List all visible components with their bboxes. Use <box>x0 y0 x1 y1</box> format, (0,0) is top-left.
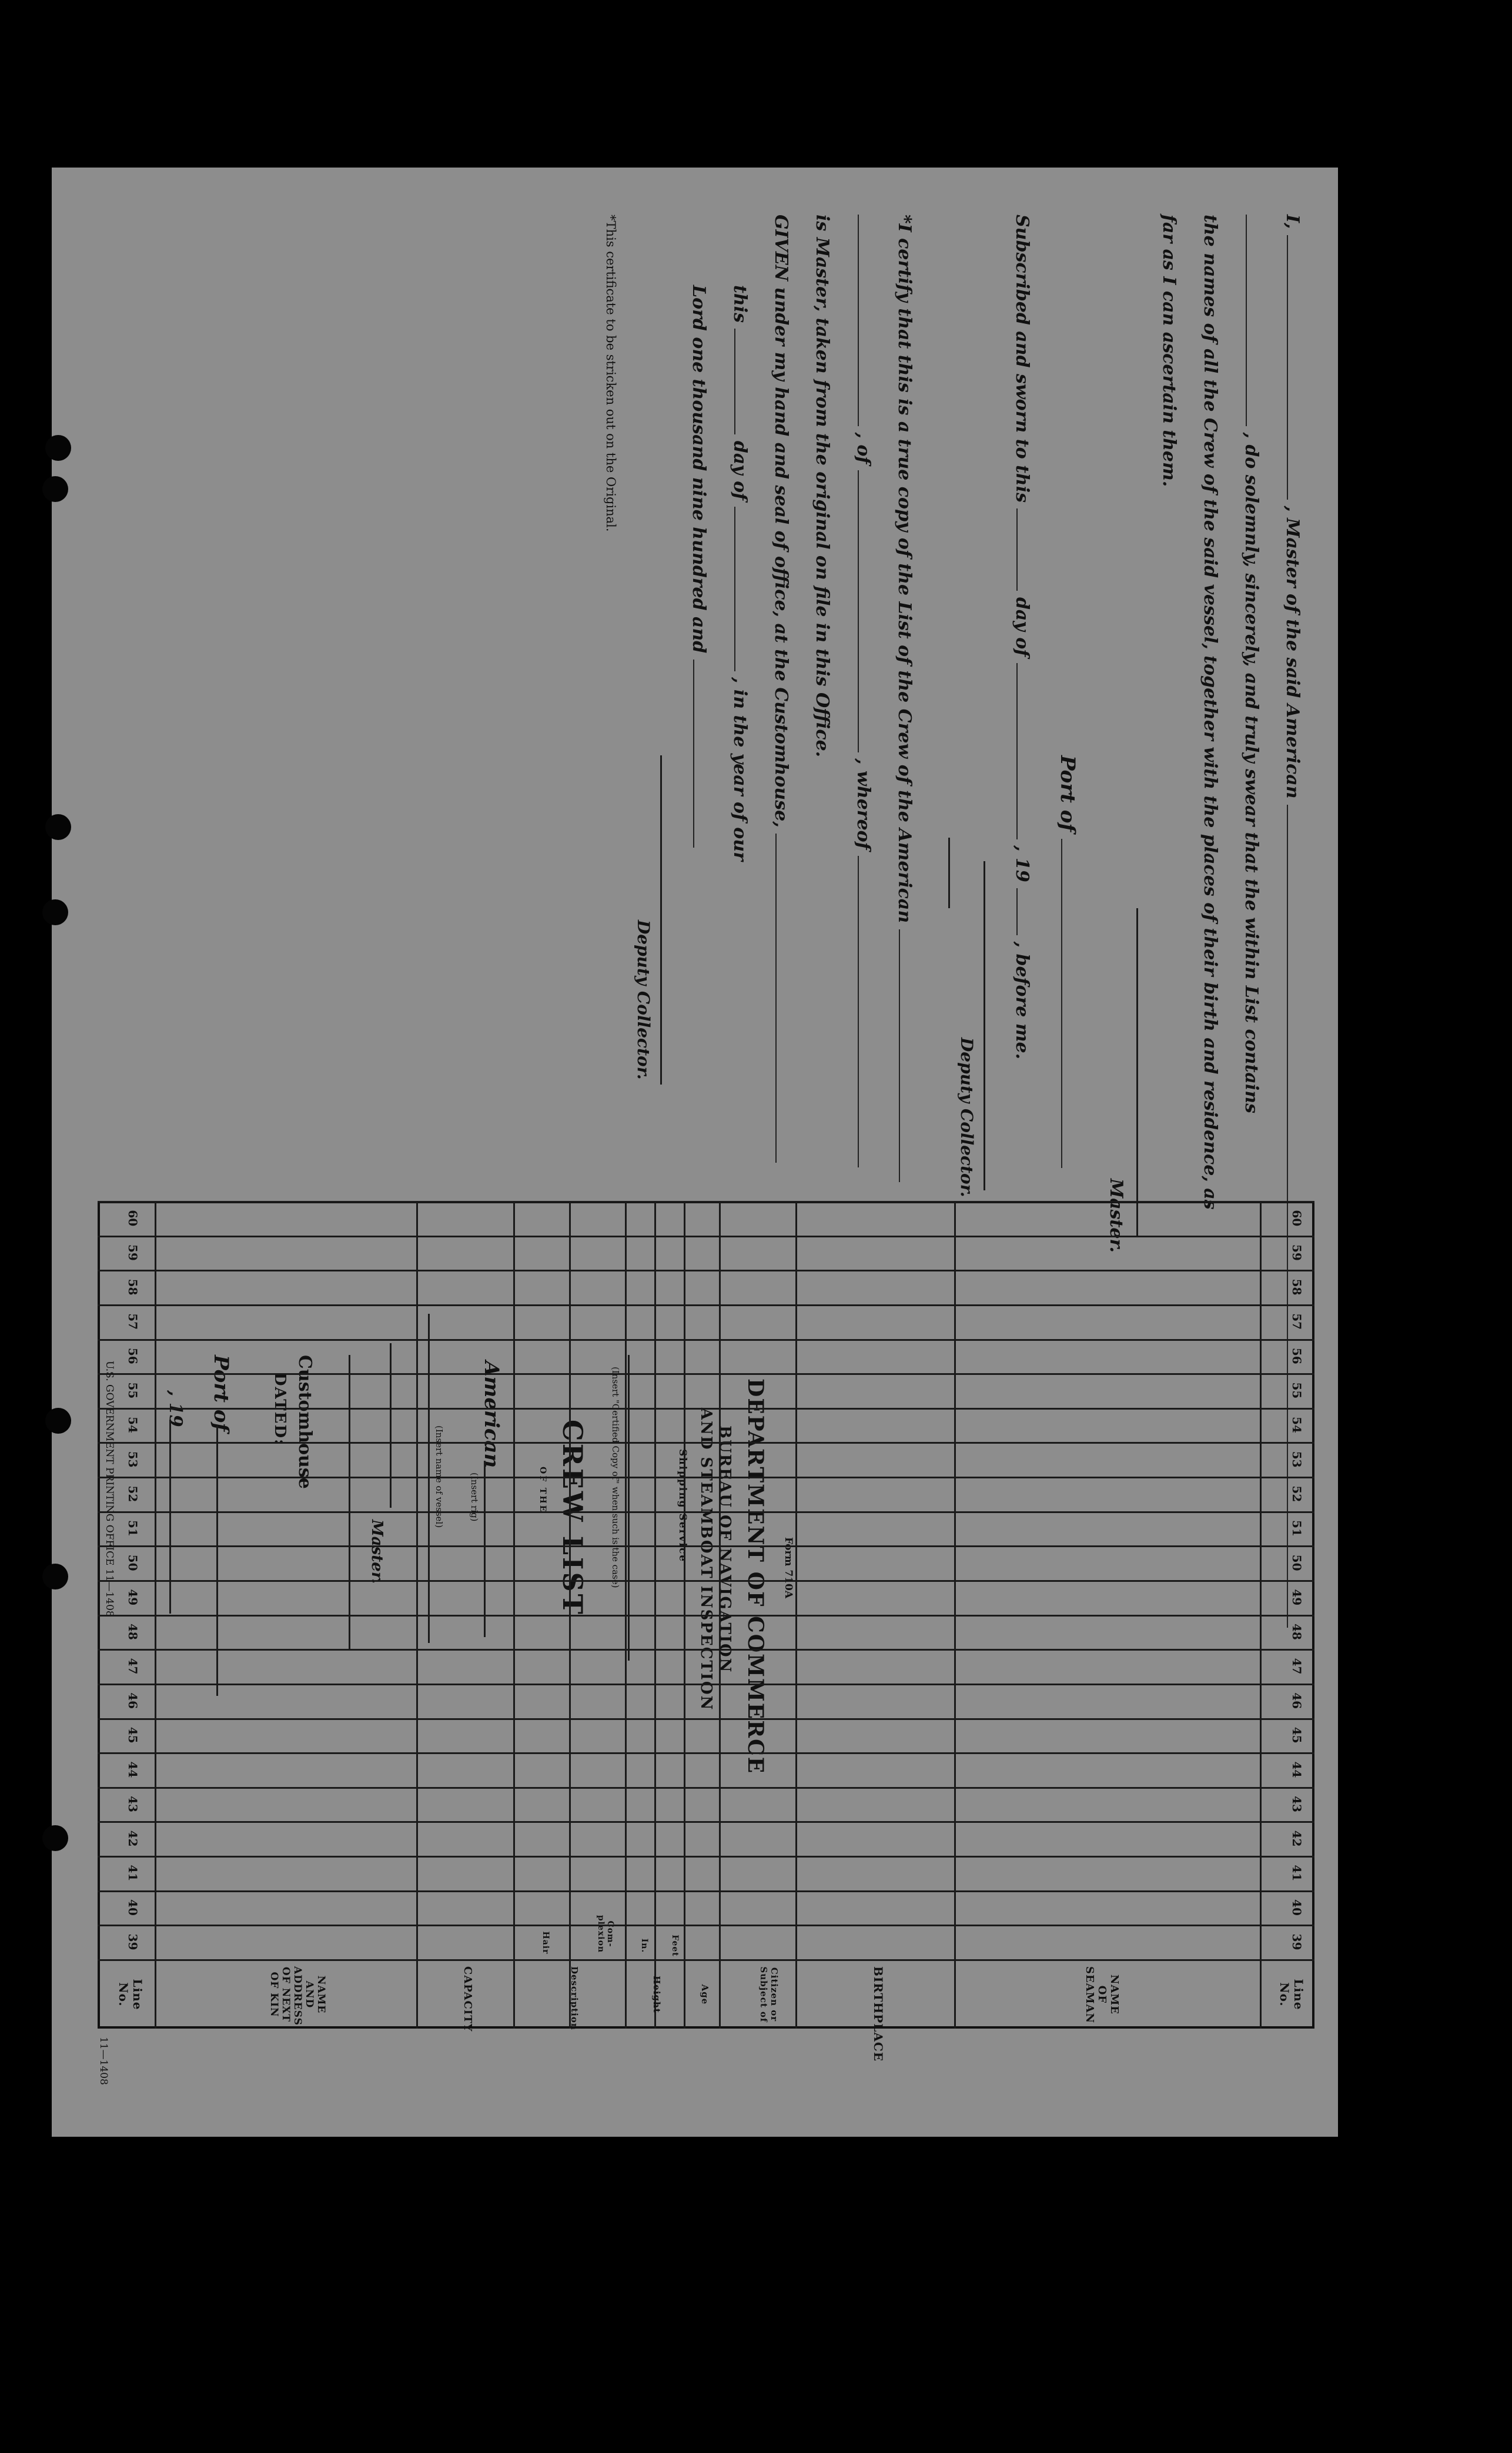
cover-service: Shipping Service <box>677 1449 688 1563</box>
oath-master-signature-line <box>1136 908 1138 1237</box>
rotated-form-sheet <box>52 168 1338 2137</box>
line-number: 48 <box>1290 1623 1304 1640</box>
printing-office-note: U.S. GOVERNMENT PRINTING OFFICE 11—1408 <box>103 1361 115 1617</box>
header-description: Description <box>569 1966 580 2030</box>
cover-form-no: Form 710A <box>782 1537 794 1599</box>
header-line-no: Line No. <box>1277 1979 1306 2010</box>
line-number: 40 <box>126 1899 140 1916</box>
cert-line-6 <box>688 285 709 848</box>
header-line-no-right: Line No. <box>116 1979 145 2010</box>
cert-year-of-our: , in the year of our <box>730 677 750 861</box>
oath-vessel-name-blank <box>1246 215 1247 426</box>
line-number: 55 <box>126 1382 140 1399</box>
line-number: 56 <box>1290 1347 1304 1364</box>
line-number: 50 <box>126 1554 140 1571</box>
cover-dated: DATED: <box>271 1373 289 1446</box>
punch-hole <box>45 814 71 840</box>
table-row-separator <box>98 1201 1314 1203</box>
table-row-separator <box>98 1718 1314 1720</box>
punch-hole <box>45 435 71 461</box>
header-next-of-kin: NAME AND ADDRESS OF NEXT OF KIN <box>268 1966 327 2026</box>
oath-month-blank <box>1016 663 1018 839</box>
line-number: 45 <box>1290 1726 1304 1743</box>
line-number: 55 <box>1290 1382 1304 1399</box>
oath-port-blank <box>1061 839 1062 1168</box>
line-number: 58 <box>126 1279 140 1296</box>
oath-master-of: , Master of the said American <box>1282 506 1303 799</box>
line-number: 60 <box>126 1210 140 1227</box>
cover-crew-list: CREW LIST <box>557 1420 588 1617</box>
oath-before-me: , before me. <box>1012 941 1032 1060</box>
oath-year-blank <box>1016 888 1018 935</box>
cover-master: Master. <box>368 1520 386 1584</box>
line-number: 44 <box>1290 1761 1304 1778</box>
line-number: 50 <box>1290 1554 1304 1571</box>
cert-master-blank <box>858 856 859 1167</box>
line-number: 39 <box>126 1933 140 1950</box>
cert-given: GIVEN under my hand and seal of office, at the Customhouse, <box>771 215 791 828</box>
table-row-separator <box>98 1304 1314 1306</box>
cert-lord: Lord one thousand nine hundred and <box>688 285 709 654</box>
line-number: 59 <box>1290 1244 1304 1261</box>
table-row-separator <box>98 1925 1314 1926</box>
line-number: 43 <box>126 1796 140 1812</box>
cert-day-of: day of <box>730 440 750 501</box>
table-row-separator <box>98 1787 1314 1789</box>
table-row-separator <box>98 1511 1314 1513</box>
table-row-separator <box>98 1373 1314 1375</box>
line-number: 46 <box>126 1692 140 1709</box>
oath-subscribed-label: Subscribed and sworn to this <box>1012 215 1032 503</box>
header-hair: Hair <box>541 1931 550 1955</box>
line-number: 51 <box>126 1520 140 1537</box>
punch-hole <box>45 1408 71 1434</box>
line-number: 58 <box>1290 1279 1304 1296</box>
oath-deputy-collector: Deputy Collector. <box>957 1038 976 1197</box>
cert-year-blank <box>693 660 694 848</box>
oath-port-of <box>1056 755 1079 1168</box>
cert-deputy-collector: Deputy Collector. <box>634 920 653 1080</box>
table-row-separator <box>98 1821 1314 1823</box>
punch-hole <box>42 1825 68 1851</box>
table-row-separator <box>98 1615 1314 1617</box>
cert-name-blank <box>858 215 859 426</box>
line-number: 47 <box>126 1658 140 1675</box>
line-number: 54 <box>1290 1417 1304 1433</box>
cover-insert-rig: (Insert rig) <box>469 1473 480 1522</box>
oath-master-label: Master. <box>1106 1179 1126 1253</box>
document-page <box>52 168 1338 2137</box>
header-inches: In. <box>640 1938 649 1953</box>
line-number: 42 <box>126 1830 140 1847</box>
table-row-separator <box>98 1580 1314 1582</box>
table-row-separator <box>98 1339 1314 1341</box>
cover-insert-vessel: (Insert name of vessel) <box>434 1425 444 1528</box>
line-number: 56 <box>126 1347 140 1364</box>
header-age: Age <box>700 1984 710 2005</box>
line-number: 48 <box>126 1623 140 1640</box>
oath-swear: , do solemnly, sincerely, and truly swear that the within List contains <box>1241 432 1262 1113</box>
cover-bureau-2: AND STEAMBOAT INSPECTION <box>697 1408 715 1711</box>
header-citizen: Citizen or Subject of <box>758 1966 780 2023</box>
oath-line-3: the names of all the Crew of the said vessel, together with the places of their birth and residence, as <box>1200 215 1220 1210</box>
line-number: 41 <box>126 1865 140 1882</box>
line-number: 42 <box>1290 1830 1304 1847</box>
header-birthplace: BIRTHPLACE <box>871 1966 885 2062</box>
header-height: Height <box>651 1976 662 2013</box>
line-number: 49 <box>1290 1589 1304 1606</box>
line-number: 40 <box>1290 1899 1304 1916</box>
line-number: 44 <box>126 1761 140 1778</box>
table-row-separator <box>98 1649 1314 1651</box>
header-row-separator <box>98 1959 1314 1961</box>
oath-name-blank <box>1287 235 1288 500</box>
table-print-code: 11—1408 <box>98 2037 109 2085</box>
line-number: 57 <box>126 1313 140 1330</box>
cover-bureau-1: BUREAU OF NAVIGATION <box>716 1425 734 1674</box>
header-feet: Feet <box>670 1935 680 1957</box>
header-capacity: CAPACITY <box>461 1966 474 2032</box>
line-number: 41 <box>1290 1865 1304 1882</box>
cover-of-the: OF THE <box>538 1467 547 1514</box>
table-row-separator <box>98 1477 1314 1478</box>
cert-vessel-blank <box>899 929 900 1182</box>
oath-port-label: Port of <box>1056 755 1079 832</box>
line-number: 52 <box>126 1485 140 1502</box>
table-row-separator <box>98 1236 1314 1237</box>
line-number: 47 <box>1290 1658 1304 1675</box>
cert-of: , of <box>853 432 874 464</box>
oath-deputy-signature-line <box>984 861 985 1190</box>
cert-customhouse-blank <box>775 834 777 1163</box>
oath-year-prefix: , 19 <box>1012 845 1032 882</box>
line-number: 53 <box>1290 1451 1304 1468</box>
oath-i: I, <box>1282 215 1303 229</box>
table-row-separator <box>98 1270 1314 1271</box>
cert-deputy-signature-line <box>660 755 662 1085</box>
cert-port-blank <box>858 470 859 752</box>
line-number: 45 <box>126 1726 140 1743</box>
line-number: 39 <box>1290 1933 1304 1950</box>
table-row-separator <box>98 1442 1314 1444</box>
cover-port-of: Port of <box>209 1355 233 1432</box>
punch-hole <box>42 476 68 502</box>
line-number: 51 <box>1290 1520 1304 1537</box>
line-number: 57 <box>1290 1313 1304 1330</box>
table-row-separator <box>98 1684 1314 1685</box>
header-complexion: Com-plexion <box>596 1915 615 1953</box>
oath-small-line <box>948 838 950 908</box>
cert-line-5 <box>730 285 750 861</box>
cover-customhouse: Customhouse <box>295 1355 315 1489</box>
cover-year: , 19 <box>165 1390 186 1427</box>
cert-this: this <box>730 285 750 323</box>
punch-hole <box>42 899 68 925</box>
line-number: 46 <box>1290 1692 1304 1709</box>
table-row-separator <box>98 1752 1314 1754</box>
cert-line-1-text: *I certify that this is a true copy of the List of the Crew of the American <box>894 215 915 923</box>
line-number: 49 <box>126 1589 140 1606</box>
punch-hole <box>42 1564 68 1589</box>
table-row-separator <box>98 1856 1314 1858</box>
line-number: 53 <box>126 1451 140 1468</box>
cert-whereof: , whereof <box>853 758 874 850</box>
line-number: 60 <box>1290 1210 1304 1227</box>
cover-insert-certified: (Insert "Certified Copy of" when such is the case) <box>610 1367 621 1588</box>
line-number: 54 <box>126 1417 140 1433</box>
table-row-separator <box>98 1890 1314 1892</box>
cert-day-blank <box>734 329 735 434</box>
line-number: 43 <box>1290 1796 1304 1812</box>
oath-subscribed <box>1012 215 1032 1059</box>
header-name-of-seaman: NAME OF SEAMAN <box>1083 1966 1120 2024</box>
table-row-separator <box>98 1408 1314 1410</box>
cover-american: American <box>480 1361 503 1468</box>
oath-day-blank <box>1016 508 1018 591</box>
cover-department: DEPARTMENT OF COMMERCE <box>743 1378 768 1775</box>
line-number: 59 <box>126 1244 140 1261</box>
cert-month-blank <box>734 507 735 671</box>
table-row-separator <box>98 1545 1314 1547</box>
oath-day-of: day of <box>1012 597 1032 657</box>
cert-footnote: *This certificate to be stricken out on the Original. <box>604 215 618 532</box>
cert-line-3: is Master, taken from the original on file in this Office. <box>812 215 832 758</box>
cert-line-2 <box>853 215 874 1167</box>
line-number: 52 <box>1290 1485 1304 1502</box>
cert-line-4 <box>771 215 791 1163</box>
oath-line-4: far as I can ascertain them. <box>1159 215 1179 487</box>
cert-line-1 <box>894 215 915 1182</box>
oath-line-2 <box>1241 215 1262 1113</box>
